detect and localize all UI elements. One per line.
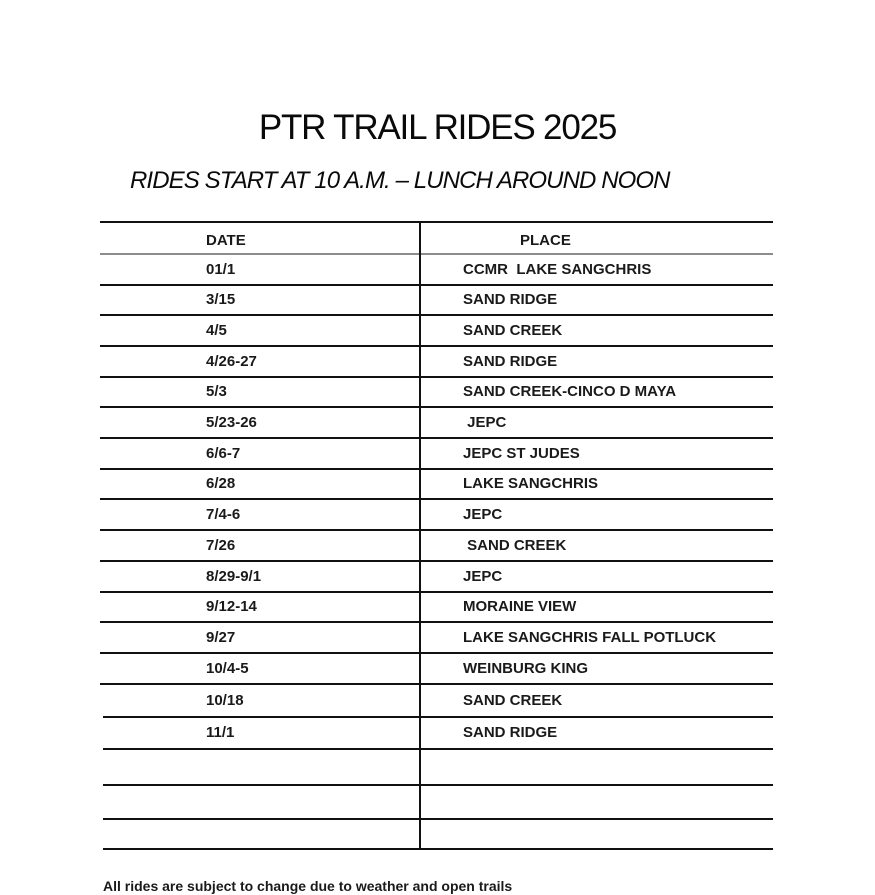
row-date: 3/15 bbox=[206, 291, 236, 308]
row-place: SAND CREEK bbox=[463, 537, 567, 554]
row-date: 10/18 bbox=[206, 692, 244, 709]
row-place: SAND CREEK-CINCO D MAYA bbox=[463, 383, 677, 400]
row-place: SAND RIDGE bbox=[463, 724, 558, 741]
row-date: 5/23-26 bbox=[206, 414, 257, 431]
row-date: 01/1 bbox=[206, 261, 236, 278]
table-rule bbox=[100, 376, 773, 378]
row-place: CCMR LAKE SANGCHRIS bbox=[463, 261, 652, 278]
table-rule bbox=[100, 221, 773, 223]
table-rule bbox=[100, 560, 773, 562]
table-rule bbox=[100, 498, 773, 500]
row-date: 8/29-9/1 bbox=[206, 568, 262, 585]
table-rule bbox=[103, 818, 773, 820]
table-rule bbox=[100, 406, 773, 408]
header-date: DATE bbox=[206, 232, 246, 249]
page-title: PTR TRAIL RIDES 2025 bbox=[258, 108, 617, 147]
row-place: JEPC ST JUDES bbox=[463, 445, 580, 462]
header-place: PLACE bbox=[520, 232, 571, 249]
row-place: JEPC bbox=[463, 414, 507, 431]
row-date: 5/3 bbox=[206, 383, 227, 400]
table-rule bbox=[100, 314, 773, 316]
table-rule bbox=[103, 848, 773, 850]
table-rule bbox=[100, 437, 773, 439]
table-rule bbox=[103, 748, 773, 750]
row-date: 9/27 bbox=[206, 629, 236, 646]
row-place: SAND CREEK bbox=[463, 692, 563, 709]
row-place: WEINBURG KING bbox=[463, 660, 588, 677]
row-date: 6/6-7 bbox=[206, 445, 241, 462]
table-rule bbox=[103, 716, 773, 718]
row-place: LAKE SANGCHRIS bbox=[463, 475, 599, 492]
row-place: JEPC bbox=[463, 568, 503, 585]
row-place: SAND RIDGE bbox=[463, 291, 558, 308]
table-rule bbox=[100, 591, 773, 593]
row-date: 9/12-14 bbox=[206, 598, 257, 615]
row-place: LAKE SANGCHRIS FALL POTLUCK bbox=[463, 629, 717, 646]
table-rule bbox=[100, 468, 773, 470]
row-place: JEPC bbox=[463, 506, 503, 523]
row-date: 11/1 bbox=[206, 724, 235, 741]
table-rule bbox=[103, 784, 773, 786]
row-date: 6/28 bbox=[206, 475, 236, 492]
table-rule bbox=[100, 253, 773, 255]
table-rule bbox=[100, 652, 773, 654]
row-place: SAND CREEK bbox=[463, 322, 563, 339]
row-place: MORAINE VIEW bbox=[463, 598, 577, 615]
column-divider bbox=[419, 221, 421, 850]
table-rule bbox=[100, 345, 773, 347]
row-date: 7/4-6 bbox=[206, 506, 241, 523]
page-subtitle: RIDES START AT 10 A.M. – LUNCH AROUND NOON bbox=[130, 167, 670, 194]
footnote: All rides are subject to change due to weather and open trails bbox=[103, 878, 513, 894]
row-date: 10/4-5 bbox=[206, 660, 249, 677]
row-date: 7/26 bbox=[206, 537, 236, 554]
table-rule bbox=[100, 284, 773, 286]
row-place: SAND RIDGE bbox=[463, 353, 558, 370]
table-rule bbox=[100, 683, 773, 685]
table-rule bbox=[100, 621, 773, 623]
table-rule bbox=[100, 529, 773, 531]
row-date: 4/26-27 bbox=[206, 353, 257, 370]
row-date: 4/5 bbox=[206, 322, 227, 339]
